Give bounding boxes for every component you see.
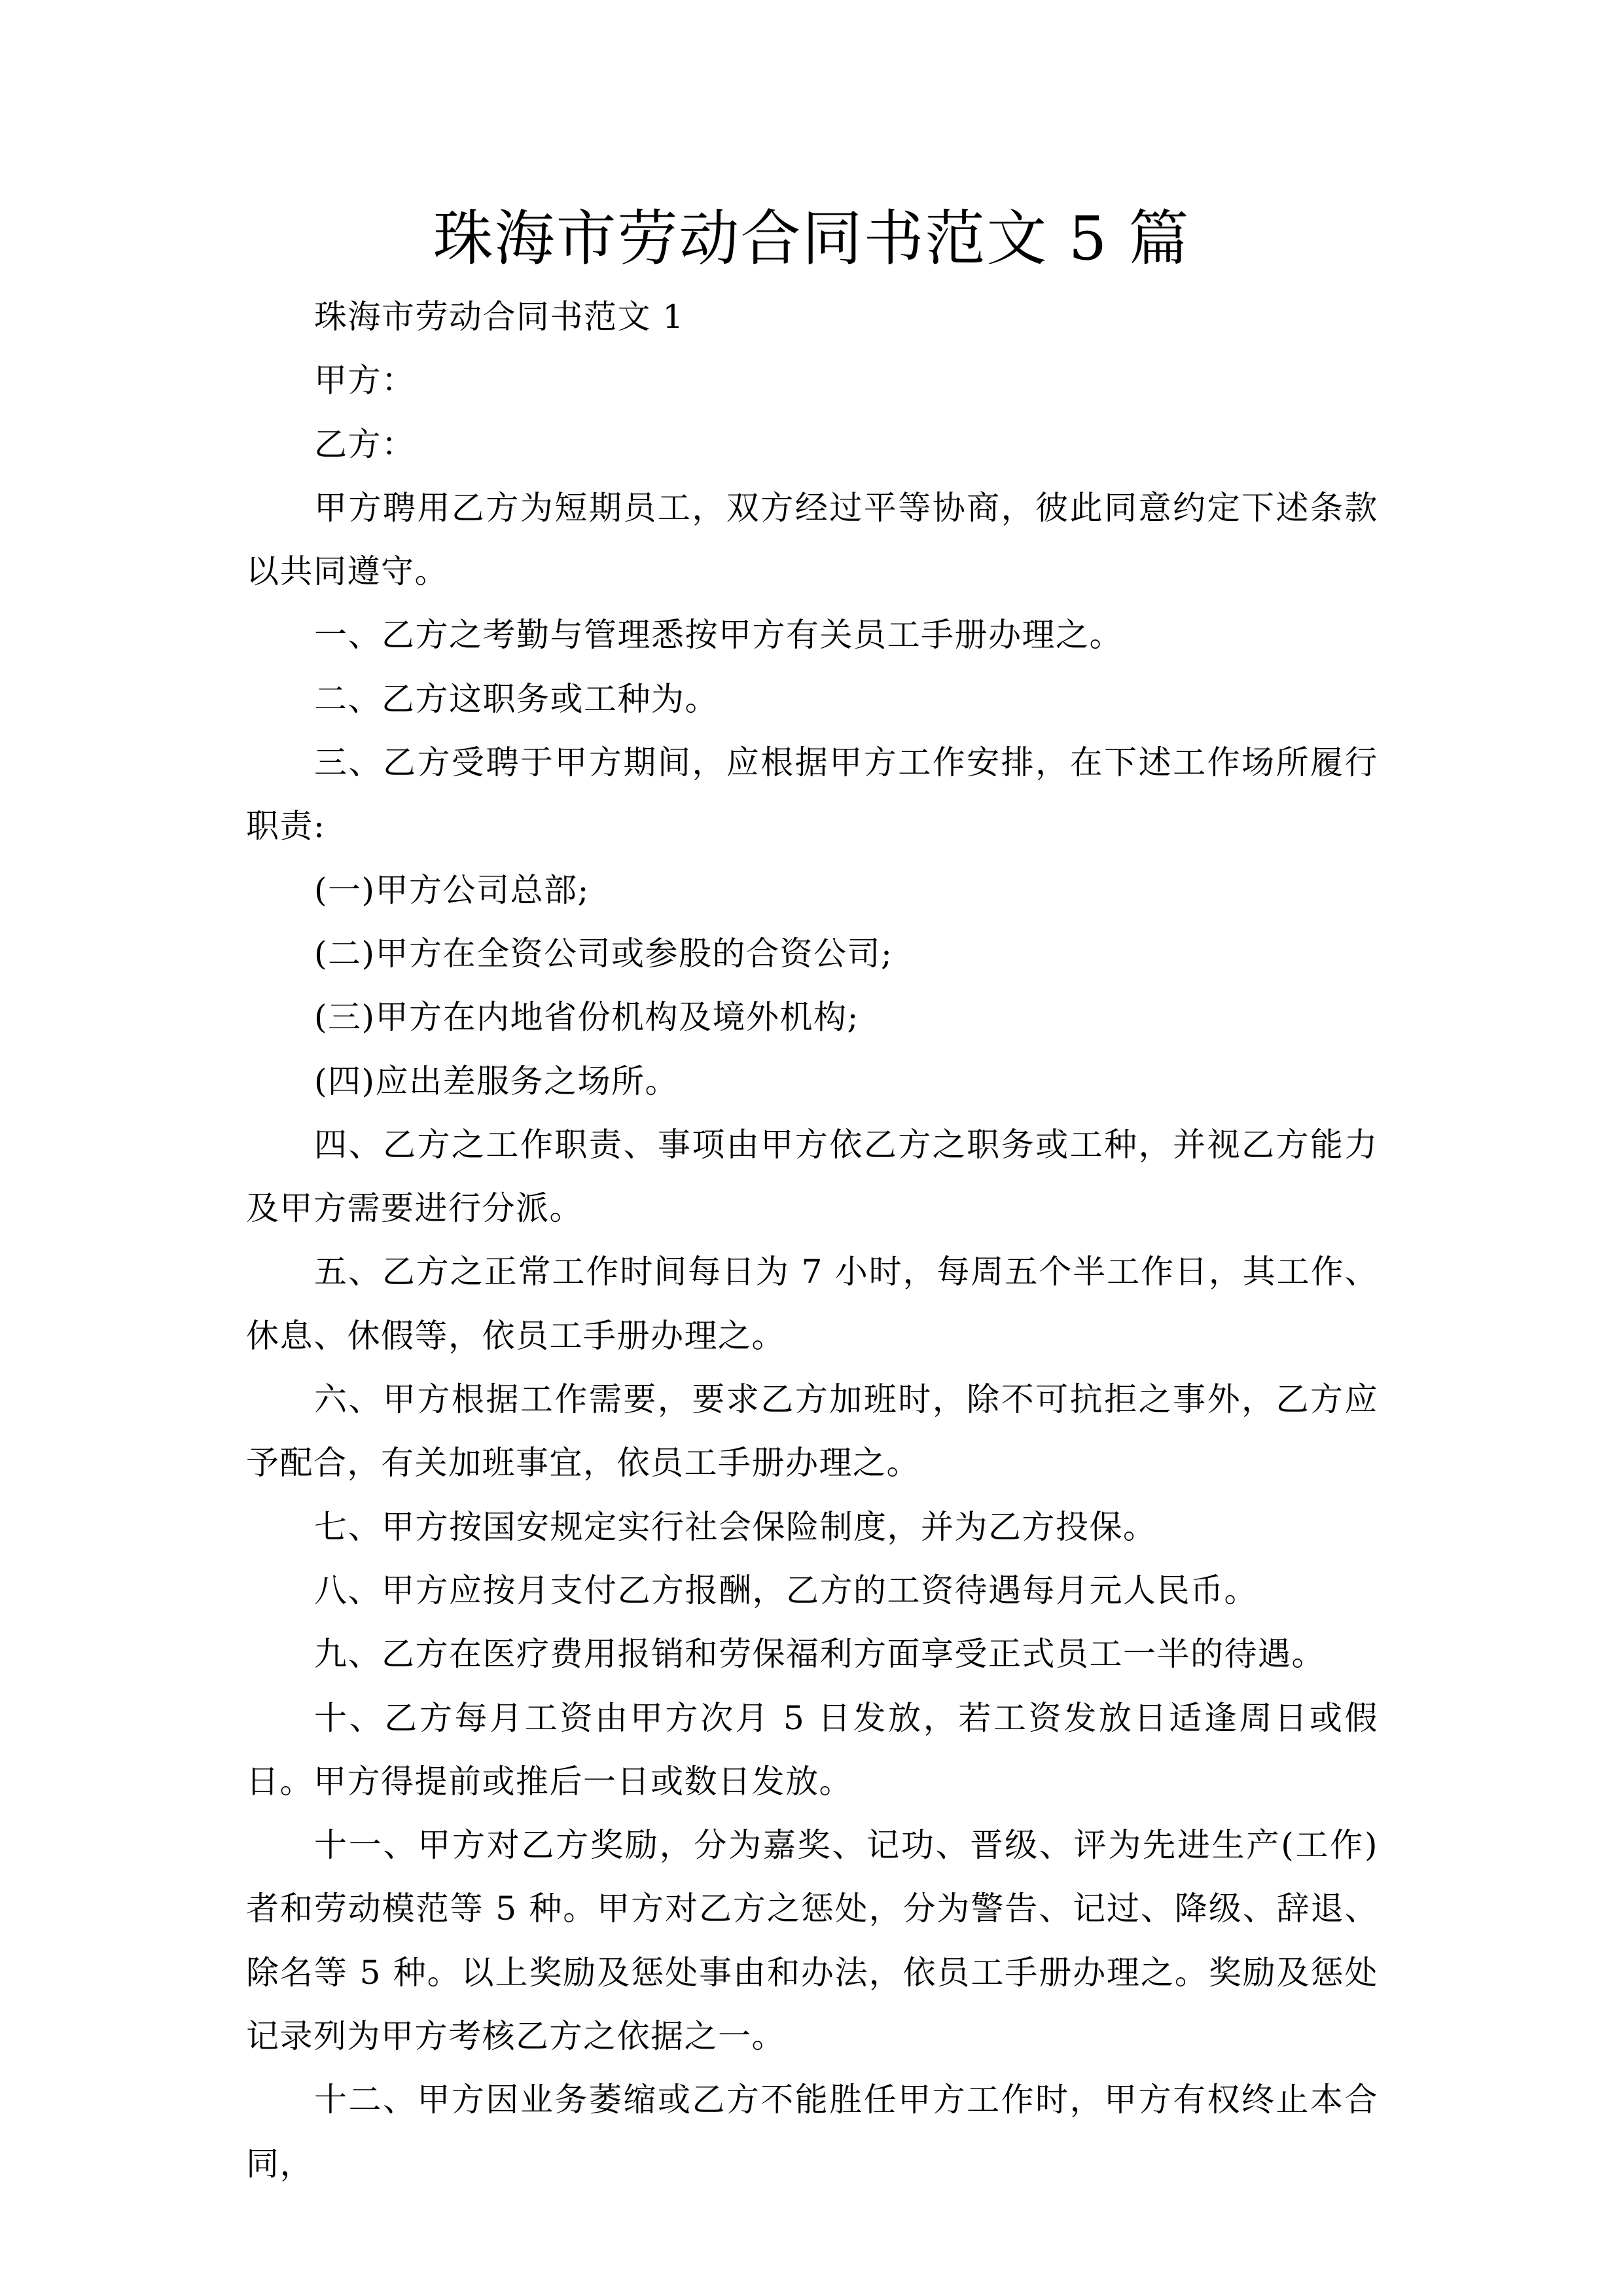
clause-11: 十一、甲方对乙方奖励，分为嘉奖、记功、晋级、评为先进生产(工作)者和劳动模范等 5 种。甲方对乙方之惩处，分为警告、记过、降级、辞退、除名等 5 种。以上奖励及惩处事由和办法，依员工手册办理之。奖励及惩处记录列为甲方考核乙方之依据之一。 — [246, 1826, 1378, 2056]
paragraph-preamble: 甲方聘用乙方为短期员工，双方经过平等协商，彼此同意约定下述条款以共同遵守。 — [246, 488, 1378, 591]
clause-8: 八、甲方应按月支付乙方报酬，乙方的工资待遇每月元人民币。 — [314, 1571, 1258, 1609]
section-heading: 珠海市劳动合同书范文 1 — [314, 298, 685, 336]
party-a-label: 甲方： — [314, 361, 416, 400]
clause-12: 十二、甲方因业务萎缩或乙方不能胜任甲方工作时，甲方有权终止本合同， — [246, 2081, 1378, 2183]
clause-7: 七、甲方按国安规定实行社会保险制度，并为乙方投保。 — [314, 1507, 1157, 1546]
clause-6: 六、甲方根据工作需要，要求乙方加班时，除不可抗拒之事外，乙方应予配合，有关加班事宜，依员工手册办理之。 — [246, 1380, 1378, 1482]
clause-3-item-2: (二)甲方在全资公司或参股的合资公司; — [314, 934, 893, 973]
clause-4: 四、乙方之工作职责、事项由甲方依乙方之职务或工种，并视乙方能力及甲方需要进行分派。 — [246, 1125, 1378, 1228]
clause-3-item-1: (一)甲方公司总部; — [314, 870, 590, 909]
clause-1: 一、乙方之考勤与管理悉按甲方有关员工手册办理之。 — [314, 616, 1123, 655]
clause-2: 二、乙方这职务或工种为。 — [314, 679, 719, 718]
document-title: 珠海市劳动合同书范文 5 篇 — [433, 204, 1190, 274]
clause-9: 九、乙方在医疗费用报销和劳保福利方面享受正式员工一半的待遇。 — [314, 1635, 1325, 1674]
clause-3: 三、乙方受聘于甲方期间，应根据甲方工作安排，在下述工作场所履行职责: — [246, 744, 1378, 846]
party-b-label: 乙方： — [314, 425, 416, 463]
document-body — [246, 285, 1378, 2196]
clause-10: 十、乙方每月工资由甲方次月 5 日发放，若工资发放日适逢周日或假日。甲方得提前或推后一日或数日发放。 — [246, 1698, 1378, 1801]
clause-3-item-3: (三)甲方在内地省份机构及境外机构; — [314, 998, 859, 1037]
clause-3-item-4: (四)应出差服务之场所。 — [314, 1062, 679, 1100]
clause-5: 五、乙方之正常工作时间每日为 7 小时，每周五个半工作日，其工作、休息、休假等，依员工手册办理之。 — [246, 1253, 1378, 1355]
